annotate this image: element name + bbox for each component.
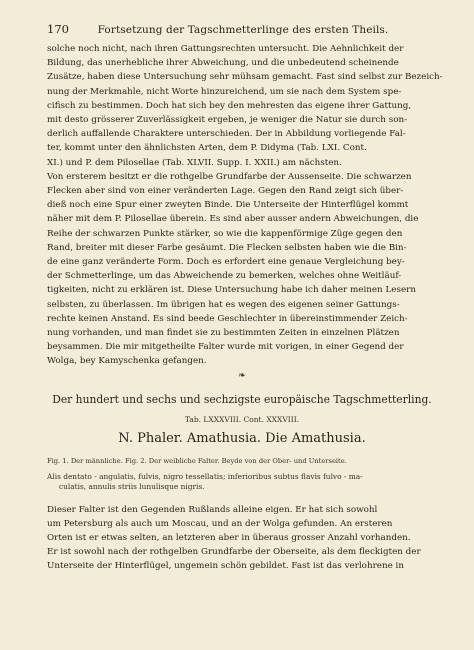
text-line: näher mit dem P. Pilosellae überein. Es sind aber ausser andern Abweichungen, die — [47, 214, 419, 225]
diagnosis-line: culatis, annulis striis lunulisque nigris. — [59, 482, 205, 492]
species-heading — [47, 431, 437, 446]
page-header — [47, 22, 437, 36]
section-title: Der hundert und sechs und sechzigste europäische Tagschmetterling. — [52, 392, 432, 406]
text-line: Er ist sowohl nach der rothgelben Grundfarbe der Oberseite, als dem fleckigten der — [47, 547, 421, 558]
text-line: dieß noch eine Spur einer zweyten Binde. Die Unterseite der Hinterflügel kommt — [47, 200, 409, 211]
text-line: rechte keinen Anstand. Es sind beede Geschlechter in übereinstimmender Zeich- — [47, 313, 408, 324]
species-latin-name: N. Phaler. Amathusia. — [118, 430, 262, 446]
species-description — [47, 503, 437, 574]
diagnosis-line: Alis dentato - angulatis, fulvis, nigro tessellatis; inferioribus subtus flavis fulvo - ma- — [47, 471, 363, 481]
text-line: solche noch nicht, nach ihren Gattungsrechten untersucht. Die Aehnlichkeit der — [47, 44, 404, 54]
text-line: der Schmetterlinge, um das Abweichende zu bemerken, welches ohne Weitläuf- — [47, 271, 402, 282]
book-page — [47, 22, 443, 574]
text-line: nung der Merkmahle, nicht Worte hinzureichend, um sie nach dem System spe- — [47, 86, 402, 97]
text-line: nung vorhanden, und man findet sie zu bestimmten Zeiten in einzelnen Plätzen — [47, 328, 400, 339]
text-line: tigkeiten, nicht zu erklären ist. Diese Untersuchung habe ich daher meinen Lesern — [47, 285, 416, 296]
latin-diagnosis — [47, 472, 437, 493]
text-line: um Petersburg als auch um Moscau, und an der Wolga gefunden. An ersteren — [47, 518, 393, 529]
page-number: 170 — [47, 22, 69, 36]
text-line: mit desto grösserer Zuverlässigkeit ergeben, je weniger die Natur sie durch son- — [47, 115, 408, 126]
text-line: Unterseite der Hinterflügel, ungemein schön gebildet. Fast ist das verlohrene in — [47, 561, 404, 572]
text-line: Flecken aber sind von einer veränderten Lage. Gegen den Rand zeigt sich über- — [47, 186, 404, 197]
figure-caption: Fig. 1. Der männliche. Fig. 2. Der weibliche Falter. Beyde von der Ober- und Unterseite. — [47, 456, 347, 465]
fleuron-ornament: ❧ — [238, 370, 246, 381]
text-line: de eine ganz veränderte Form. Doch es erfordert eine genaue Vergleichung bey- — [47, 257, 405, 268]
text-line: Rand, breiter mit dieser Farbe gesäumt. Die Flecken selbsten haben wie die Bin- — [47, 242, 407, 253]
plate-reference: Tab. LXXXVIII. Cont. XXXVIII. — [184, 414, 300, 424]
text-line: ter, kommt unter den ähnlichsten Arten, dem P. Didyma (Tab. LXI. Cont. — [47, 143, 367, 154]
species-german-name: Die Amathusia. — [265, 430, 366, 446]
text-line: Dieser Falter ist den Gegenden Rußlands alleine eigen. Er hat sich sowohl — [47, 504, 378, 515]
text-line: Reihe der schwarzen Punkte stärker, so wie die kappenförmige Züge gegen den — [47, 228, 403, 239]
text-line: XI.) und P. dem Pilosellae (Tab. XLVII. Supp. I. XXII.) am nächsten. — [47, 157, 342, 168]
text-line: Zusätze, haben diese Untersuchung sehr mühsam gemacht. Fast sind selbst zur Bezeich- — [47, 72, 443, 83]
text-line: cifisch zu bestimmen. Doch hat sich bey den mehresten das eigene ihrer Gattung, — [47, 100, 412, 111]
running-head: Fortsetzung der Tagschmetterlinge des ersten Theils. — [97, 24, 389, 36]
text-line: Wolga, bey Kamyschenka gefangen. — [47, 356, 207, 367]
continued-paragraph — [47, 42, 443, 369]
text-line: Von ersterem besitzt er die rothgelbe Grundfarbe der Aussenseite. Die schwarzen — [47, 171, 412, 182]
text-line: Bildung, das unerhebliche ihrer Abweichung, und die unbedeutend scheinende — [47, 58, 399, 69]
text-line: selbsten, zu überlassen. Im übrigen hat es wegen des eigenen seiner Gattungs- — [47, 299, 400, 310]
text-line: Orten ist er etwas selten, an letzteren aber in überaus grosser Anzahl vorhanden. — [47, 533, 411, 544]
text-line: beysammen. Die mir mitgetheilte Falter wurde mit vorigen, in einer Gegend der — [47, 342, 404, 353]
text-line: derlich auffallende Charaktere unterschieden. Der in Abbildung vorliegende Fal- — [47, 129, 406, 140]
